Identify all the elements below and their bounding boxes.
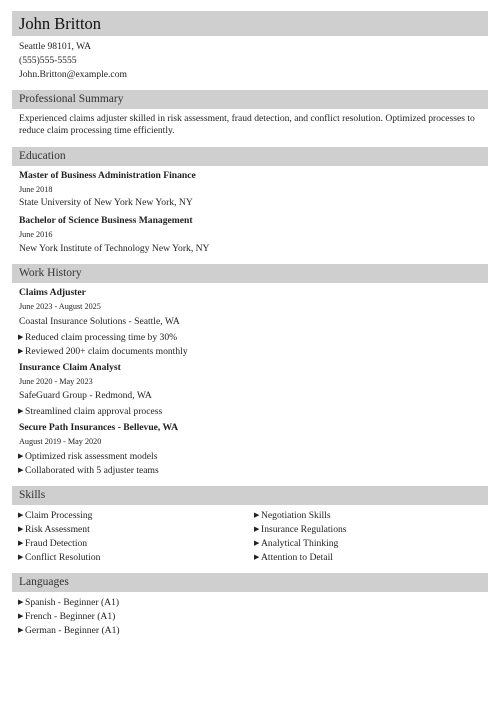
skill-item <box>254 537 338 550</box>
skill-text: Risk Assessment <box>25 524 90 535</box>
skill-text: Analytical Thinking <box>261 538 339 549</box>
language-item <box>18 610 115 623</box>
skill-text: Fraud Detection <box>25 538 88 549</box>
skill-text: Insurance Regulations <box>261 524 347 535</box>
bullet-icon: ▶ <box>18 553 24 561</box>
section-header-work-history <box>12 264 488 283</box>
section-title: Professional Summary <box>19 93 124 105</box>
bullet-icon: ▶ <box>18 525 24 533</box>
degree-title: Master of Business Administration Finance <box>19 170 196 181</box>
bullet-icon: ▶ <box>18 626 24 634</box>
section-title: Work History <box>19 267 82 279</box>
language-item <box>18 624 120 637</box>
address: Seattle 98101, WA <box>19 41 92 52</box>
job-title: Secure Path Insurances - Bellevue, WA <box>19 422 179 433</box>
list-item <box>18 464 159 477</box>
section-title: Languages <box>19 576 69 588</box>
bullet-icon: ▶ <box>254 553 260 561</box>
skill-item <box>254 551 333 564</box>
language-text: French - Beginner (A1) <box>25 611 116 622</box>
name-header <box>12 11 488 36</box>
bullet-text: Collaborated with 5 adjuster teams <box>25 465 159 476</box>
degree-date: June 2018 <box>19 185 53 194</box>
section-header-summary <box>12 90 488 109</box>
school-name: New York Institute of Technology New York, NY <box>19 243 210 254</box>
language-text: German - Beginner (A1) <box>25 625 120 636</box>
bullet-text: Reviewed 200+ claim documents monthly <box>25 346 188 357</box>
bullet-icon: ▶ <box>254 539 260 547</box>
bullet-icon: ▶ <box>18 333 24 341</box>
language-item <box>18 596 119 609</box>
language-text: Spanish - Beginner (A1) <box>25 597 120 608</box>
skill-text: Attention to Detail <box>261 552 333 563</box>
bullet-icon: ▶ <box>18 598 24 606</box>
job-dates: June 2020 - May 2023 <box>19 377 93 386</box>
bullet-icon: ▶ <box>254 511 260 519</box>
phone: (555)555-5555 <box>19 55 77 66</box>
list-item <box>18 405 162 418</box>
bullet-icon: ▶ <box>18 347 24 355</box>
bullet-icon: ▶ <box>18 539 24 547</box>
skill-text: Conflict Resolution <box>25 552 101 563</box>
job-title: Claims Adjuster <box>19 287 86 298</box>
skill-item <box>18 509 92 522</box>
skill-item <box>254 523 347 536</box>
job-company: Coastal Insurance Solutions - Seattle, WA <box>19 316 180 327</box>
bullet-icon: ▶ <box>18 466 24 474</box>
candidate-name: John Britton <box>19 14 102 33</box>
bullet-icon: ▶ <box>18 511 24 519</box>
degree-date: June 2016 <box>19 230 53 239</box>
bullet-text: Streamlined claim approval process <box>25 406 163 417</box>
section-header-skills <box>12 486 488 505</box>
section-title: Skills <box>19 489 46 501</box>
bullet-text: Optimized risk assessment models <box>25 451 158 462</box>
section-header-languages <box>12 573 488 592</box>
skill-text: Negotiation Skills <box>261 510 331 521</box>
job-title: Insurance Claim Analyst <box>19 362 121 373</box>
skill-item <box>18 551 100 564</box>
bullet-icon: ▶ <box>18 452 24 460</box>
summary-text: Experienced claims adjuster skilled in risk assessment, fraud detection, and conflict resolution. Optimized processes to reduce claim processing time efficiently. <box>19 113 475 136</box>
list-item <box>18 345 188 358</box>
skill-item <box>18 523 90 536</box>
school-name: State University of New York New York, NY <box>19 197 193 208</box>
skill-text: Claim Processing <box>25 510 93 521</box>
bullet-icon: ▶ <box>18 407 24 415</box>
bullet-icon: ▶ <box>18 612 24 620</box>
email: John.Britton@example.com <box>19 69 127 80</box>
section-header-education <box>12 147 488 166</box>
skill-item <box>18 537 87 550</box>
skill-item <box>254 509 331 522</box>
list-item <box>18 331 177 344</box>
degree-title: Bachelor of Science Business Management <box>19 215 193 226</box>
job-company: SafeGuard Group - Redmond, WA <box>19 390 152 401</box>
list-item <box>18 450 157 463</box>
job-dates: August 2019 - May 2020 <box>19 437 102 446</box>
bullet-icon: ▶ <box>254 525 260 533</box>
bullet-text: Reduced claim processing time by 30% <box>25 332 178 343</box>
job-dates: June 2023 - August 2025 <box>19 302 101 311</box>
section-title: Education <box>19 150 66 162</box>
